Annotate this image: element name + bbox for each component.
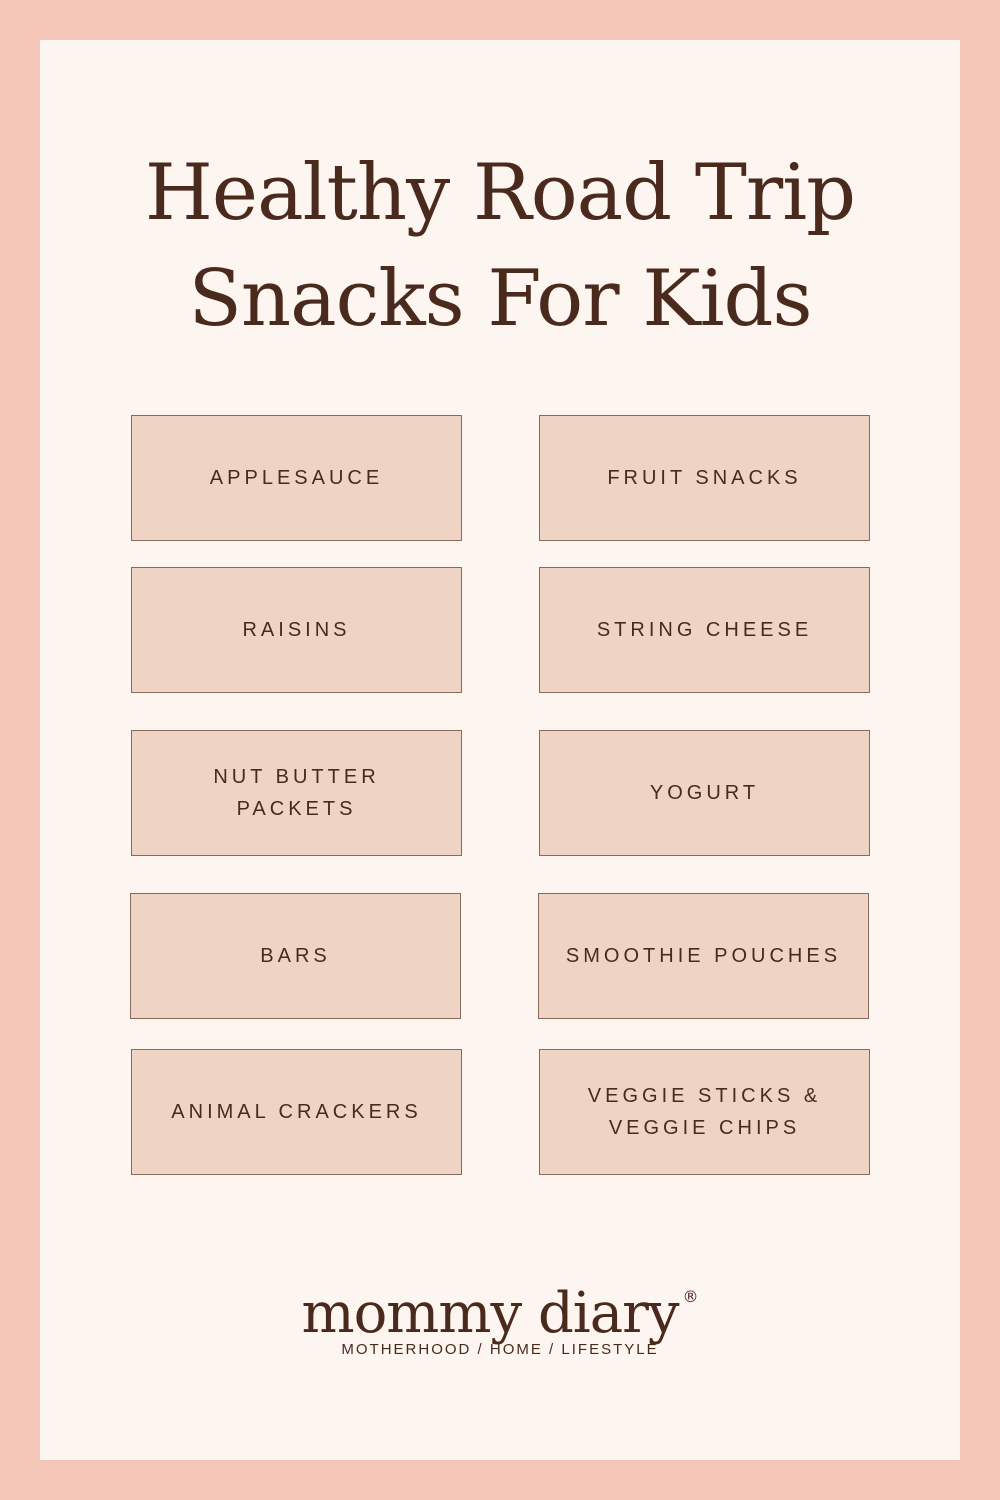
title-line-1: Healthy Road Trip (144, 148, 856, 238)
snack-box-yogurt: YOGURT (539, 730, 870, 856)
snack-box-string-cheese: STRING CHEESE (539, 567, 870, 693)
snack-box-veggie-sticks-chips: VEGGIE STICKS & VEGGIE CHIPS (539, 1049, 870, 1175)
snack-box-raisins: RAISINS (131, 567, 462, 693)
brand-name: mommy diary (301, 1281, 679, 1346)
brand-tagline: MOTHERHOOD / HOME / LIFESTYLE (341, 1341, 659, 1358)
snack-box-applesauce: APPLESAUCE (131, 415, 462, 541)
snack-box-bars: BARS (130, 893, 461, 1019)
title-line-2: Snacks For Kids (188, 254, 812, 344)
poster-title (0, 140, 1000, 352)
snack-box-smoothie-pouches: SMOOTHIE POUCHES (538, 893, 869, 1019)
snack-box-nut-butter-packets: NUT BUTTER PACKETS (131, 730, 462, 856)
snack-box-fruit-snacks: FRUIT SNACKS (539, 415, 870, 541)
snack-box-animal-crackers: ANIMAL CRACKERS (131, 1049, 462, 1175)
brand-logo (0, 1262, 1000, 1349)
registered-mark: ® (682, 1287, 699, 1306)
